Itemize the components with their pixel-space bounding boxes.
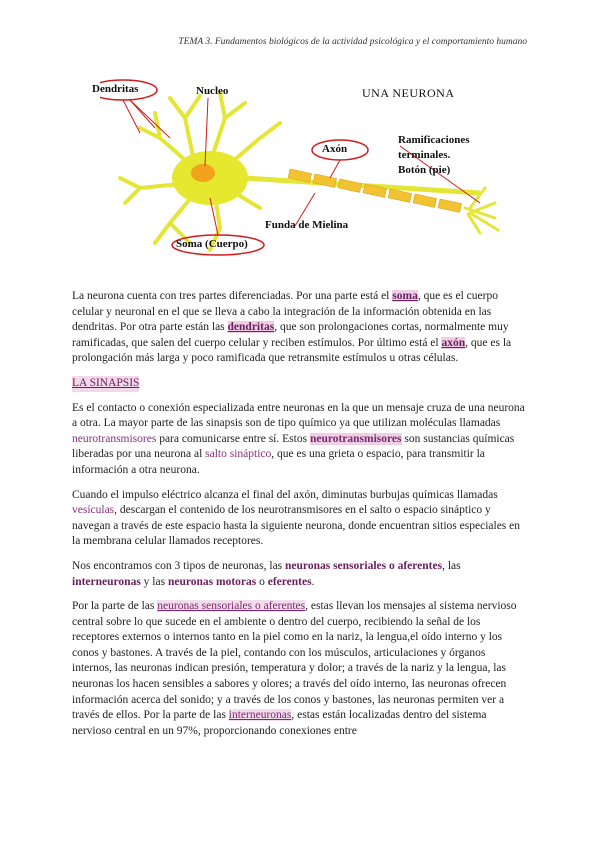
term-neurotransmisores-2: neurotransmisores [309, 432, 402, 445]
label-terminales: terminales. [398, 149, 451, 161]
term-axon: axón [441, 336, 466, 349]
section-title-sinapsis: LA SINAPSIS [72, 376, 139, 392]
term-dendritas: dendritas [227, 321, 275, 334]
page-header: TEMA 3. Fundamentos biológicos de la actividad psicológica y el comportamiento humano [178, 37, 527, 47]
term-salto-sinaptico: salto sináptico [205, 448, 272, 461]
label-dendritas: Dendritas [92, 83, 139, 95]
label-axon: Axón [322, 143, 348, 155]
label-soma: Soma (Cuerpo) [176, 238, 248, 250]
label-boton: Botón (pie) [398, 164, 451, 176]
paragraph-impulso: Cuando el impulso eléctrico alcanza el final del axón, diminutas burbujas químicas llamadas vesículas, descargan el contenido de los neurotransmisores en el salto o espacio sináptico y navegan a través de este espacio hasta la siguiente neurona, donde encuentran sitios especiales en la membrana celular llamados receptores. [72, 488, 521, 548]
term-neuronas-sensoriales: neuronas sensoriales o aferentes [285, 559, 443, 572]
label-ramificaciones: Ramificaciones [398, 134, 470, 146]
document-body [72, 289, 528, 748]
neuron-figure [92, 78, 520, 258]
figure-title: UNA NEURONA [362, 86, 455, 100]
paragraph-sensoriales: Por la parte de las neuronas sensoriales o aferentes, estas llevan los mensajes al sistema nervioso central sobre lo que sucede en el ambiente o dentro del cuerpo, recibiendo la señal de los receptores externos o internos tanto en la piel como en la nariz, la lengua,el oído interno y los conos y bastones. A través de la piel, contando con los músculos, articulaciones y órganos internos, las neuronas indican presión, temperatura y dolor; a través de la nariz y la lengua, las neuronas los hacen sensibles a sabores y olores; a través del oído interno, las neuronas ofrecen información acerca del sonido; y a través de los conos y bastones, las neuronas permiten ver a través de ellos. Por la parte de las interneuronas, estas están localizadas dentro del sistema nervioso central en un 97%, proporcionando conexiones entre [72, 600, 517, 737]
term-neuronas-motoras: neuronas motoras [167, 575, 257, 588]
term-neuronas-sensoriales-2: neuronas sensoriales o aferentes [157, 600, 306, 613]
paragraph-tipos-neuronas: Nos encontramos con 3 tipos de neuronas, las neuronas sensoriales o aferentes, las interneuronas y las neuronas motoras o eferentes. [72, 559, 461, 588]
paragraph-neurona-partes: La neurona cuenta con tres partes diferenciadas. Por una parte está el soma, que es el cuerpo celular y neuronal en el que se lleva a cabo la integración de la información obtenida en las dendritas. Por otra parte están las dendritas, que son prolongaciones cortas, normalmente muy ramificadas, que salen del cuerpo celular y reciben estímulos. Por último está el axón, que es la prolongación más larga y poco ramificada que retransmite estímulos u otras células. [72, 290, 512, 365]
label-funda-mielina: Funda de Mielina [265, 219, 349, 231]
term-eferentes: eferentes [267, 575, 312, 588]
neuron-illustration [100, 78, 520, 258]
term-neurotransmisores-1: neurotransmisores [72, 432, 157, 445]
label-nucleo: Nucleo [196, 85, 229, 97]
term-interneuronas-2: interneuronas [228, 709, 292, 722]
term-interneuronas: interneuronas [72, 575, 141, 588]
term-vesiculas: vesículas [72, 504, 115, 517]
paragraph-sinapsis: Es el contacto o conexión especializada entre neuronas en la que un mensaje cruza de una neurona a otra. La mayor parte de las sinapsis son de tipo químico ya que utilizan moléculas llamadas neurotransmisores para comunicarse entre sí. Estos neurotransmisores son sustancias químicas liberadas por una neurona al salto sináptico, que es una grieta o espacio, para transmitir la información a otra neurona. [72, 401, 525, 476]
term-soma: soma [392, 290, 418, 302]
nucleus [191, 164, 215, 182]
